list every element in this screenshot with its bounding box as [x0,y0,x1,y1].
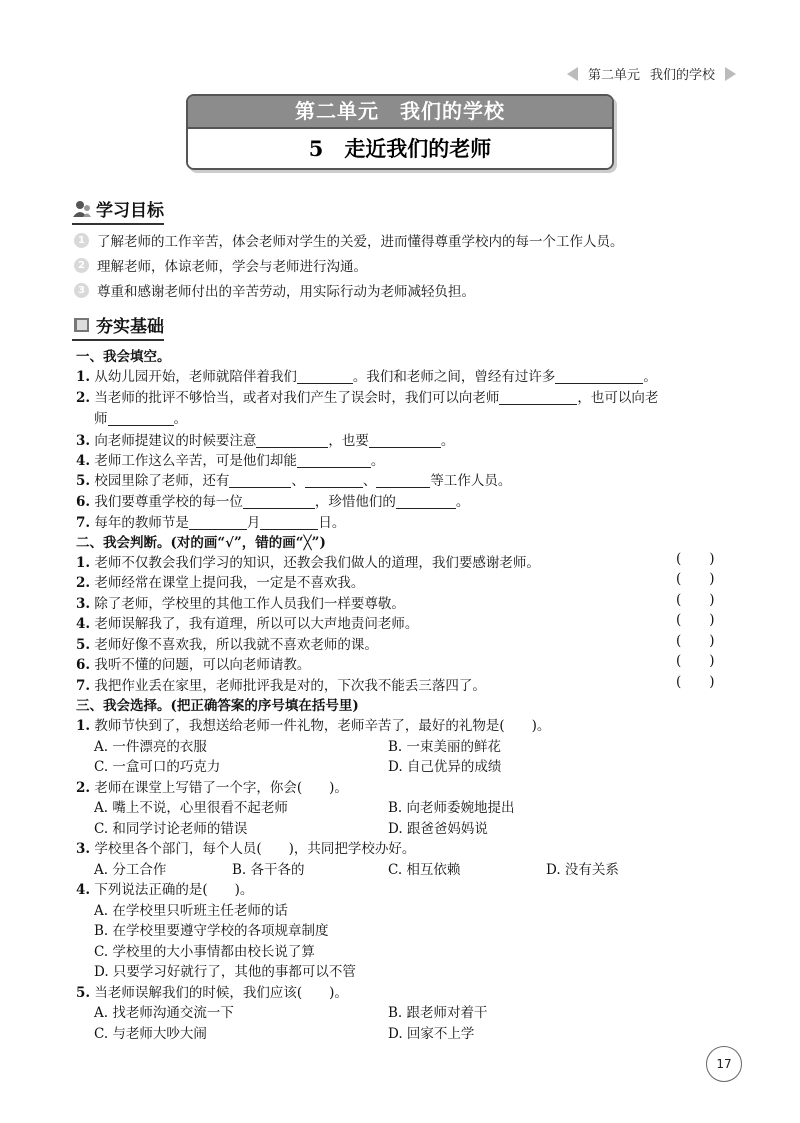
answer-parentheses[interactable]: () [676,633,743,649]
goal-text: 尊重和感谢老师付出的辛苦劳动，用实际行动为老师减轻负担。 [97,284,475,300]
answer-blank[interactable] [376,473,430,488]
goal-number: 2 [74,258,89,273]
answer-blank[interactable] [229,473,291,488]
choice-question-1: 1. 教师节快到了，我想送给老师一件礼物，老师辛苦了，最好的礼物是( )。 [76,718,551,734]
basics-heading [72,312,164,341]
choice-option: C. 一盒可口的巧克力 [94,759,221,775]
part2-title: 二、我会判断。(对的画“√”，错的画“╳”) [76,535,326,551]
judge-item: 6. 我听不懂的问题，可以向老师请教。 [76,657,311,673]
fill-question-3: 3. 向老师提建议的时候要注意 ，也要 。 [76,433,455,449]
answer-blank[interactable] [297,453,371,468]
header-school: 我们的学校 [649,68,715,83]
fill-question-4: 4. 老师工作这么辛苦，可是他们却能 。 [76,453,385,469]
header-unit: 第二单元 [587,68,640,83]
goal-number: 1 [74,233,89,248]
choice-option: B. 向老师委婉地提出 [388,800,515,816]
goals-heading-text: 学习目标 [96,201,164,221]
choice-option: C. 和同学讨论老师的错误 [94,821,248,837]
answer-parentheses[interactable]: () [676,653,743,669]
choice-option: A. 找老师沟通交流一下 [94,1005,234,1021]
fill-question-6: 6. 我们要尊重学校的每一位 ，珍惜他们的 。 [76,494,470,510]
choice-question-2: 2. 老师在课堂上写错了一个字，你会( )。 [76,780,348,796]
lesson-title [188,129,612,168]
answer-blank[interactable] [396,494,456,509]
judge-item: 5. 老师好像不喜欢我，所以我就不喜欢老师的课。 [76,637,378,653]
running-header [567,64,736,83]
choice-option: D. 只要学习好就行了，其他的事都可以不管 [94,964,356,980]
answer-parentheses[interactable]: () [676,674,743,690]
judge-item: 3. 除了老师，学校里的其他工作人员我们一样要尊敬。 [76,596,405,612]
page-number: 17 [706,1046,742,1082]
fill-question-2-cont: 师 。 [94,411,187,427]
judge-item: 7. 我把作业丢在家里，老师批评我是对的，下次我不能丢三落四了。 [76,678,486,694]
choice-option: B. 在学校里要遵守学校的各项规章制度 [94,923,329,939]
goals-heading [72,196,164,225]
answer-blank[interactable] [369,433,441,448]
part1-title: 一、我会填空。 [76,349,171,365]
answer-blank[interactable] [243,494,315,509]
choice-option: B. 跟老师对着干 [388,1005,488,1021]
part3-title: 三、我会选择。(把正确答案的序号填在括号里) [76,698,359,714]
answer-parentheses[interactable]: () [676,551,743,567]
fill-question-2: 2. 当老师的批评不够恰当，或者对我们产生了误会时，我们可以向老师 ，也可以向老 [76,390,659,406]
answer-blank[interactable] [108,411,174,426]
judge-item: 4. 老师误解我了，我有道理，所以可以大声地责问老师。 [76,616,419,632]
title-box [186,94,614,170]
fill-question-7: 7. 每年的教师节是 月 日。 [76,515,346,531]
choice-option: C. 与老师大吵大闹 [94,1026,207,1042]
answer-blank[interactable] [256,433,328,448]
basics-heading-text: 夯实基础 [96,317,164,337]
fill-question-5: 5. 校园里除了老师，还有 、 、 等工作人员。 [76,473,512,489]
choice-option: D. 跟爸爸妈妈说 [388,821,488,837]
choice-option: D. 回家不上学 [388,1026,475,1042]
answer-blank[interactable] [189,515,247,530]
unit-title: 第二单元 我们的学校 [188,96,612,129]
lesson-number: 5 [308,136,324,161]
goal-item [74,255,367,275]
lesson-name: 走近我们的老师 [344,136,492,161]
choice-option: C. 学校里的大小事情都由校长说了算 [94,944,315,960]
goal-item [74,230,624,250]
choice-question-3: 3. 学校里各个部门，每个人员( )，共同把学校办好。 [76,841,416,857]
choice-option: D. 自己优异的成绩 [388,759,502,775]
book-icon [72,316,92,334]
answer-blank[interactable] [260,515,318,530]
choice-option: A. 在学校里只听班主任老师的话 [94,903,288,919]
left-triangle-icon [567,67,578,81]
answer-parentheses[interactable]: () [676,592,743,608]
right-triangle-icon [725,67,736,81]
goal-text: 了解老师的工作辛苦，体会老师对学生的关爱，进而懂得尊重学校内的每一个工作人员。 [97,234,624,250]
answer-parentheses[interactable]: () [676,612,743,628]
choice-option: B. 一束美丽的鲜花 [388,739,502,755]
choice-option: A. 分工合作 [94,862,167,878]
choice-option: B. 各干各的 [232,862,305,878]
answer-blank[interactable] [297,369,353,384]
choice-option: D. 没有关系 [546,862,619,878]
choice-option: A. 一件漂亮的衣服 [94,739,207,755]
fill-question-1: 1. 从幼儿园开始，老师就陪伴着我们 。我们和老师之间，曾经有过许多 。 [76,369,657,385]
answer-parentheses[interactable]: () [676,571,743,587]
people-icon [72,200,92,218]
goal-item [74,280,475,300]
answer-blank[interactable] [305,473,363,488]
choice-option: A. 嘴上不说，心里很看不起老师 [94,800,288,816]
choice-option: C. 相互依赖 [388,862,461,878]
choice-question-4: 4. 下列说法正确的是( )。 [76,882,254,898]
goal-text: 理解老师，体谅老师，学会与老师进行沟通。 [97,259,367,275]
goal-number: 3 [74,283,89,298]
answer-blank[interactable] [499,390,577,405]
answer-blank[interactable] [555,369,643,384]
choice-question-5: 5. 当老师误解我们的时候，我们应该( )。 [76,985,348,1001]
judge-item: 1. 老师不仅教会我们学习的知识，还教会我们做人的道理，我们要感谢老师。 [76,555,540,571]
judge-item: 2. 老师经常在课堂上提问我，一定是不喜欢我。 [76,575,365,591]
